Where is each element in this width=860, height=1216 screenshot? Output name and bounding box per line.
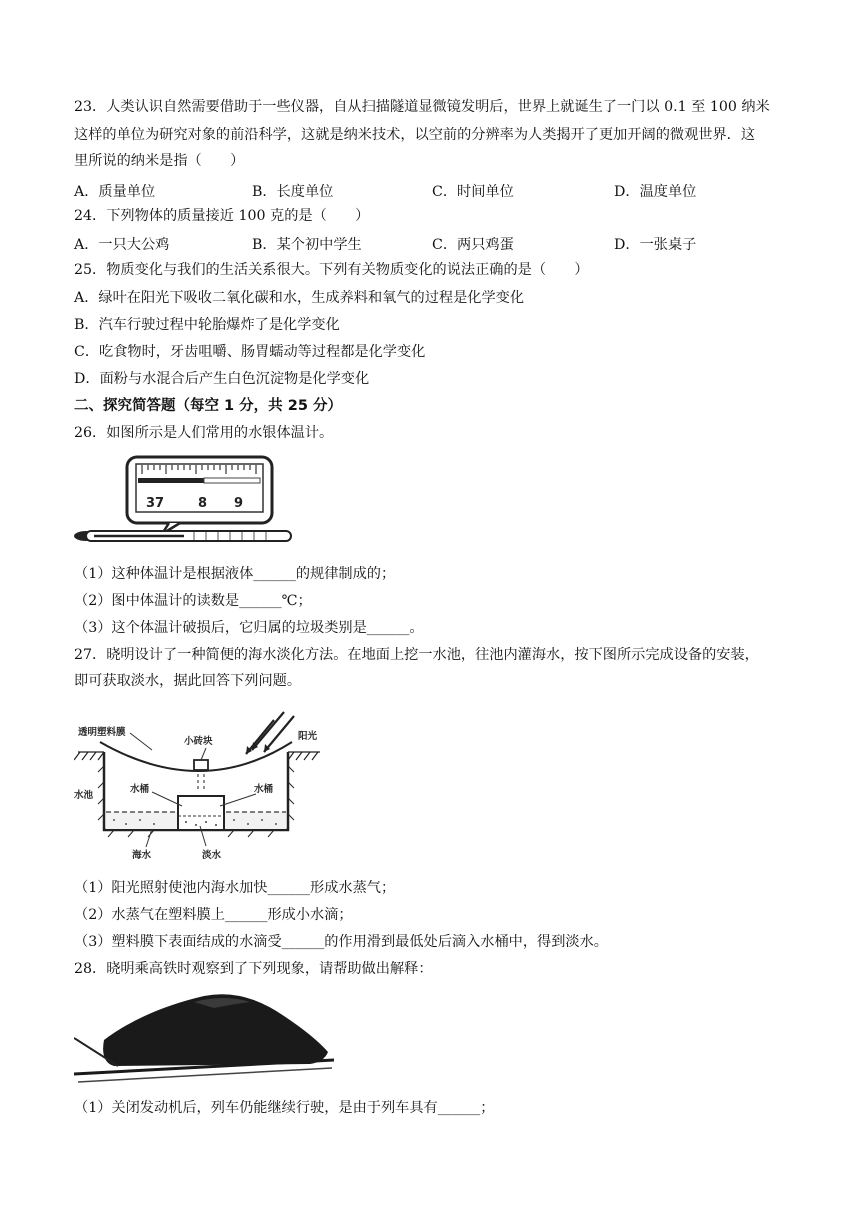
q27-sub2: （2）水蒸气在塑料膜上______形成小水滴； <box>74 907 353 923</box>
label-bucket-right: 水桶 <box>254 784 274 795</box>
q23-option-d: D．温度单位 <box>614 184 697 200</box>
q23-option-b: B．长度单位 <box>252 184 334 200</box>
label-film: 透明塑料膜 <box>78 727 126 738</box>
q27-sub3: （3）塑料膜下表面结成的水滴受______的作用滑到最低处后滴入水桶中，得到淡水。 <box>74 934 608 950</box>
label-pool: 水池 <box>74 790 94 801</box>
q25-stem: 25．物质变化与我们的生活关系很大。下列有关物质变化的说法正确的是（ ） <box>74 262 589 278</box>
q23-stem-line1: 23．人类认识自然需要借助于一些仪器，自从扫描隧道显微镜发明后，世界上就诞生了一门以 0.1 至 100 纳米 <box>74 99 770 115</box>
q23-option-a: A．质量单位 <box>74 184 156 200</box>
thermometer-figure <box>74 452 304 552</box>
desalination-figure <box>74 706 326 866</box>
q26-stem: 26．如图所示是人们常用的水银体温计。 <box>74 425 334 441</box>
q24-stem: 24．下列物体的质量接近 100 克的是（ ） <box>74 208 370 224</box>
scale-label-9: 9 <box>234 496 244 511</box>
q26-sub2: （2）图中体温计的读数是______℃； <box>74 593 312 609</box>
q25-option-b: B．汽车行驶过程中轮胎爆炸了是化学变化 <box>74 317 340 333</box>
q26-sub3: （3）这个体温计破损后，它归属的垃圾类别是______。 <box>74 620 424 636</box>
section-title: 二、探究简答题（每空 1 分，共 25 分） <box>74 398 342 414</box>
q23-option-c: C．时间单位 <box>432 184 514 200</box>
scale-label-37: 37 <box>146 496 165 511</box>
label-bucket-left: 水桶 <box>130 784 150 795</box>
label-stone: 小砖块 <box>184 736 213 747</box>
q23-stem-line2: 这样的单位为研究对象的前沿科学，这就是纳米技术，以空前的分辨率为人类揭开了更加开阔的微观世界．这 <box>74 127 756 143</box>
q24-option-b: B．某个初中学生 <box>252 237 362 253</box>
label-sun: 阳光 <box>298 731 318 742</box>
q28-stem: 28．晓明乘高铁时观察到了下列现象，请帮助做出解释： <box>74 961 433 977</box>
q25-option-c: C．吃食物时，牙齿咀嚼、肠胃蠕动等过程都是化学变化 <box>74 344 426 360</box>
label-seawater: 海水 <box>132 850 152 861</box>
mercury-column <box>138 478 204 483</box>
q28-sub1: （1）关闭发动机后，列车仍能继续行驶，是由于列车具有______； <box>74 1100 495 1116</box>
q27-stem-line1: 27．晓明设计了一种简便的海水淡化方法。在地面上挖一水池，往池内灌海水，按下图所示完成设备的安装， <box>74 647 759 663</box>
label-freshwater: 淡水 <box>202 850 222 861</box>
train-figure <box>74 988 334 1086</box>
q25-option-d: D．面粉与水混合后产生白色沉淀物是化学变化 <box>74 371 370 387</box>
q24-option-a: A．一只大公鸡 <box>74 237 170 253</box>
q25-option-a: A．绿叶在阳光下吸收二氧化碳和水，生成养料和氧气的过程是化学变化 <box>74 290 525 306</box>
q27-sub1: （1）阳光照射使池内海水加快______形成水蒸气； <box>74 880 396 896</box>
q23-stem-line3: 里所说的纳米是指（ ） <box>74 153 245 169</box>
q24-option-d: D．一张桌子 <box>614 237 697 253</box>
q27-stem-line2: 即可获取淡水，据此回答下列问题。 <box>74 673 302 689</box>
q24-option-c: C．两只鸡蛋 <box>432 237 514 253</box>
scale-label-8: 8 <box>198 496 208 511</box>
q26-sub1: （1）这种体温计是根据液体______的规律制成的； <box>74 566 396 582</box>
